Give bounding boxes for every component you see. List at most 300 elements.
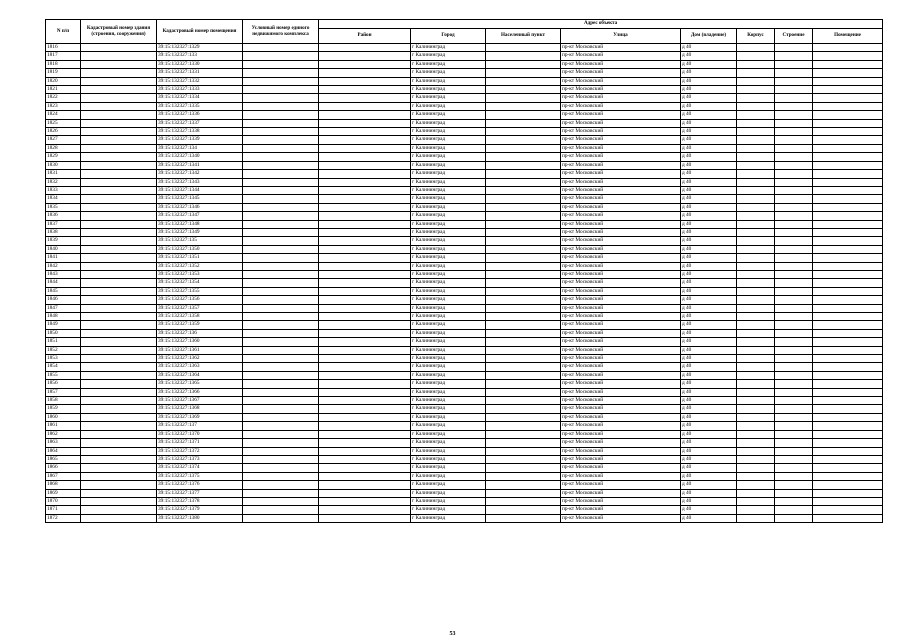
cell-city: г Калининград: [411, 355, 486, 363]
cell-building-cadastral: [81, 279, 157, 287]
cell-building-cadastral: [81, 363, 157, 371]
cell-street: пр-кт Московский: [561, 405, 681, 413]
cell-premise: [813, 119, 883, 127]
cell-num: 1818: [46, 60, 81, 68]
cell-settlement: [486, 371, 561, 379]
cell-building: [775, 262, 813, 270]
cell-complex-number: [243, 178, 319, 186]
cell-city: г Калининград: [411, 77, 486, 85]
cell-building-cadastral: [81, 329, 157, 337]
cell-korpus: [737, 119, 775, 127]
cell-house: д 40: [681, 136, 737, 144]
cell-building: [775, 69, 813, 77]
cell-city: г Калининград: [411, 186, 486, 194]
cell-building-cadastral: [81, 254, 157, 262]
table-row: [46, 254, 883, 262]
cell-building: [775, 321, 813, 329]
cell-building-cadastral: [81, 60, 157, 68]
cell-num: 1863: [46, 439, 81, 447]
cell-premise-cadastral: 39:15:132327:1376: [157, 481, 243, 489]
cell-house: д 40: [681, 514, 737, 522]
cell-num: 1824: [46, 111, 81, 119]
table-row: [46, 447, 883, 455]
cell-premise-cadastral: 39:15:132327:1368: [157, 405, 243, 413]
cell-premise: [813, 170, 883, 178]
cell-street: пр-кт Московский: [561, 497, 681, 505]
cell-premise: [813, 153, 883, 161]
cell-building: [775, 270, 813, 278]
table-row: [46, 44, 883, 52]
cell-building: [775, 481, 813, 489]
cell-premise: [813, 69, 883, 77]
cell-settlement: [486, 430, 561, 438]
cell-city: г Калининград: [411, 313, 486, 321]
cell-building: [775, 380, 813, 388]
cell-building-cadastral: [81, 481, 157, 489]
cell-settlement: [486, 237, 561, 245]
cell-korpus: [737, 447, 775, 455]
cell-settlement: [486, 144, 561, 152]
cell-building-cadastral: [81, 186, 157, 194]
cell-korpus: [737, 397, 775, 405]
cell-num: 1870: [46, 497, 81, 505]
cell-korpus: [737, 506, 775, 514]
cell-building-cadastral: [81, 489, 157, 497]
cell-house: д 40: [681, 245, 737, 253]
cell-complex-number: [243, 455, 319, 463]
cell-building-cadastral: [81, 136, 157, 144]
cell-building-cadastral: [81, 287, 157, 295]
cell-building-cadastral: [81, 405, 157, 413]
cell-district: [319, 136, 411, 144]
cell-complex-number: [243, 279, 319, 287]
cell-korpus: [737, 111, 775, 119]
cell-settlement: [486, 313, 561, 321]
cell-complex-number: [243, 472, 319, 480]
cell-complex-number: [243, 136, 319, 144]
cell-num: 1820: [46, 77, 81, 85]
cell-korpus: [737, 52, 775, 60]
cell-district: [319, 102, 411, 110]
cell-premise-cadastral: 39:15:132327:1343: [157, 178, 243, 186]
cell-street: пр-кт Московский: [561, 270, 681, 278]
cell-house: д 40: [681, 111, 737, 119]
table-row: [46, 102, 883, 110]
cell-street: пр-кт Московский: [561, 262, 681, 270]
cell-district: [319, 262, 411, 270]
cell-complex-number: [243, 514, 319, 522]
cell-city: г Калининград: [411, 220, 486, 228]
cell-settlement: [486, 270, 561, 278]
cell-premise-cadastral: 39:15:132327:1371: [157, 439, 243, 447]
cell-premise: [813, 338, 883, 346]
cell-city: г Калининград: [411, 212, 486, 220]
cell-building: [775, 447, 813, 455]
cell-city: г Калининград: [411, 363, 486, 371]
cell-building: [775, 338, 813, 346]
cell-korpus: [737, 380, 775, 388]
cell-premise-cadastral: 39:15:132327:1360: [157, 338, 243, 346]
table-row: [46, 60, 883, 68]
cell-num: 1848: [46, 313, 81, 321]
cell-complex-number: [243, 430, 319, 438]
cell-premise-cadastral: 39:15:132327:1362: [157, 355, 243, 363]
cell-street: пр-кт Московский: [561, 220, 681, 228]
cell-premise-cadastral: 39:15:132327:1335: [157, 102, 243, 110]
cell-premise-cadastral: 39:15:132327:135: [157, 237, 243, 245]
cell-num: 1855: [46, 371, 81, 379]
cell-num: 1826: [46, 128, 81, 136]
cell-building: [775, 44, 813, 52]
cell-settlement: [486, 279, 561, 287]
cell-building: [775, 439, 813, 447]
cell-building: [775, 228, 813, 236]
cell-complex-number: [243, 338, 319, 346]
cell-settlement: [486, 94, 561, 102]
cell-building: [775, 388, 813, 396]
table-row: [46, 455, 883, 463]
cell-house: д 40: [681, 439, 737, 447]
cell-premise-cadastral: 39:15:132327:1370: [157, 430, 243, 438]
cell-city: г Калининград: [411, 413, 486, 421]
cell-num: 1871: [46, 506, 81, 514]
cell-num: 1852: [46, 346, 81, 354]
cell-settlement: [486, 497, 561, 505]
cell-street: пр-кт Московский: [561, 254, 681, 262]
cell-district: [319, 220, 411, 228]
cell-settlement: [486, 111, 561, 119]
cell-city: г Калининград: [411, 60, 486, 68]
cell-num: 1834: [46, 195, 81, 203]
cell-house: д 40: [681, 77, 737, 85]
cell-premise-cadastral: 39:15:132327:1358: [157, 313, 243, 321]
cell-district: [319, 439, 411, 447]
cell-building-cadastral: [81, 270, 157, 278]
cell-premise-cadastral: 39:15:132327:1350: [157, 245, 243, 253]
cell-korpus: [737, 44, 775, 52]
cell-premise: [813, 296, 883, 304]
table-row: [46, 321, 883, 329]
cell-house: д 40: [681, 228, 737, 236]
cell-num: 1835: [46, 203, 81, 211]
cell-house: д 40: [681, 413, 737, 421]
cell-street: пр-кт Московский: [561, 321, 681, 329]
cell-num: 1865: [46, 455, 81, 463]
cell-street: пр-кт Московский: [561, 472, 681, 480]
cell-num: 1856: [46, 380, 81, 388]
page-number: 53: [449, 631, 456, 637]
cell-house: д 40: [681, 481, 737, 489]
cell-building-cadastral: [81, 212, 157, 220]
cell-korpus: [737, 186, 775, 194]
cell-house: д 40: [681, 422, 737, 430]
table-row: [46, 464, 883, 472]
cell-house: д 40: [681, 178, 737, 186]
cell-complex-number: [243, 464, 319, 472]
cell-premise-cadastral: 39:15:132327:1364: [157, 371, 243, 379]
cell-district: [319, 447, 411, 455]
cell-complex-number: [243, 77, 319, 85]
cell-premise: [813, 363, 883, 371]
cell-district: [319, 77, 411, 85]
cell-complex-number: [243, 270, 319, 278]
cell-street: пр-кт Московский: [561, 245, 681, 253]
cell-city: г Калининград: [411, 489, 486, 497]
cell-complex-number: [243, 212, 319, 220]
cell-korpus: [737, 422, 775, 430]
cell-num: 1839: [46, 237, 81, 245]
cell-premise-cadastral: 39:15:132327:1365: [157, 380, 243, 388]
cell-premise: [813, 413, 883, 421]
cell-building-cadastral: [81, 514, 157, 522]
cell-building-cadastral: [81, 128, 157, 136]
table-row: [46, 203, 883, 211]
cell-premise: [813, 262, 883, 270]
cell-street: пр-кт Московский: [561, 346, 681, 354]
cell-building: [775, 178, 813, 186]
cell-premise: [813, 313, 883, 321]
header-building-cadastral: Кадастровый номер здания (строения, сооружения): [81, 20, 157, 44]
table-row: [46, 178, 883, 186]
cell-city: г Калининград: [411, 270, 486, 278]
cell-complex-number: [243, 355, 319, 363]
cell-settlement: [486, 186, 561, 194]
cell-house: д 40: [681, 186, 737, 194]
cell-building: [775, 304, 813, 312]
cell-premise-cadastral: 39:15:132327:1346: [157, 203, 243, 211]
cell-korpus: [737, 413, 775, 421]
cell-premise-cadastral: 39:15:132327:1356: [157, 296, 243, 304]
cell-korpus: [737, 313, 775, 321]
cell-building-cadastral: [81, 52, 157, 60]
cell-street: пр-кт Московский: [561, 153, 681, 161]
table-row: [46, 262, 883, 270]
cell-premise-cadastral: 39:15:132327:1353: [157, 270, 243, 278]
cell-korpus: [737, 178, 775, 186]
cell-premise: [813, 346, 883, 354]
cell-street: пр-кт Московский: [561, 329, 681, 337]
cell-premise-cadastral: 39:15:132327:1369: [157, 413, 243, 421]
cell-city: г Калининград: [411, 178, 486, 186]
cell-settlement: [486, 228, 561, 236]
cell-korpus: [737, 102, 775, 110]
table-row: [46, 397, 883, 405]
cell-premise: [813, 279, 883, 287]
cell-house: д 40: [681, 262, 737, 270]
cell-house: д 40: [681, 86, 737, 94]
cell-district: [319, 481, 411, 489]
cell-premise: [813, 44, 883, 52]
cell-city: г Калининград: [411, 506, 486, 514]
cell-settlement: [486, 338, 561, 346]
cell-korpus: [737, 144, 775, 152]
cell-complex-number: [243, 228, 319, 236]
cell-complex-number: [243, 237, 319, 245]
cell-street: пр-кт Московский: [561, 119, 681, 127]
cell-street: пр-кт Московский: [561, 439, 681, 447]
cell-premise-cadastral: 39:15:132327:1372: [157, 447, 243, 455]
cell-city: г Калининград: [411, 69, 486, 77]
cell-premise-cadastral: 39:15:132327:1338: [157, 128, 243, 136]
cell-premise-cadastral: 39:15:132327:1347: [157, 212, 243, 220]
cell-house: д 40: [681, 237, 737, 245]
cell-korpus: [737, 262, 775, 270]
cell-num: 1853: [46, 355, 81, 363]
cell-complex-number: [243, 102, 319, 110]
cell-street: пр-кт Московский: [561, 102, 681, 110]
cell-city: г Калининград: [411, 254, 486, 262]
cell-district: [319, 430, 411, 438]
table-row: [46, 422, 883, 430]
cell-premise-cadastral: 39:15:132327:1380: [157, 514, 243, 522]
cell-complex-number: [243, 161, 319, 169]
cell-premise: [813, 212, 883, 220]
cell-street: пр-кт Московский: [561, 186, 681, 194]
cell-premise: [813, 111, 883, 119]
cell-num: 1836: [46, 212, 81, 220]
cell-building: [775, 203, 813, 211]
cell-district: [319, 237, 411, 245]
cell-building: [775, 313, 813, 321]
header-settlement: Населенный пункт: [486, 29, 561, 44]
table-row: [46, 212, 883, 220]
table-row: [46, 296, 883, 304]
cell-korpus: [737, 296, 775, 304]
cell-house: д 40: [681, 313, 737, 321]
cell-num: 1846: [46, 296, 81, 304]
cell-premise: [813, 136, 883, 144]
cell-complex-number: [243, 111, 319, 119]
header-city: Город: [411, 29, 486, 44]
cell-korpus: [737, 245, 775, 253]
table-row: [46, 94, 883, 102]
header-complex-number: Условный номер единого недвижимого комплекса: [243, 20, 319, 44]
cell-building: [775, 287, 813, 295]
cell-settlement: [486, 245, 561, 253]
cell-city: г Калининград: [411, 195, 486, 203]
cell-building-cadastral: [81, 220, 157, 228]
cell-building: [775, 430, 813, 438]
cell-num: 1867: [46, 472, 81, 480]
table-row: [46, 111, 883, 119]
cell-settlement: [486, 203, 561, 211]
cell-street: пр-кт Московский: [561, 338, 681, 346]
cell-premise: [813, 94, 883, 102]
cell-settlement: [486, 346, 561, 354]
cell-complex-number: [243, 69, 319, 77]
cell-korpus: [737, 60, 775, 68]
cell-korpus: [737, 279, 775, 287]
cell-num: 1859: [46, 405, 81, 413]
cell-premise: [813, 161, 883, 169]
cell-building-cadastral: [81, 413, 157, 421]
cell-district: [319, 346, 411, 354]
header-premise: Помещение: [813, 29, 883, 44]
cell-building: [775, 363, 813, 371]
cell-premise-cadastral: 39:15:132327:1349: [157, 228, 243, 236]
cell-street: пр-кт Московский: [561, 203, 681, 211]
cell-district: [319, 313, 411, 321]
cell-premise-cadastral: 39:15:132327:1345: [157, 195, 243, 203]
cell-complex-number: [243, 287, 319, 295]
cell-street: пр-кт Московский: [561, 380, 681, 388]
table-row: [46, 338, 883, 346]
cell-num: 1833: [46, 186, 81, 194]
cell-city: г Калининград: [411, 153, 486, 161]
cell-house: д 40: [681, 430, 737, 438]
cell-house: д 40: [681, 397, 737, 405]
cell-building: [775, 52, 813, 60]
cell-premise-cadastral: 39:15:132327:1341: [157, 161, 243, 169]
cell-city: г Калининград: [411, 119, 486, 127]
cell-premise-cadastral: 39:15:132327:1331: [157, 69, 243, 77]
cell-city: г Калининград: [411, 371, 486, 379]
cell-complex-number: [243, 388, 319, 396]
cell-settlement: [486, 447, 561, 455]
cell-num: 1862: [46, 430, 81, 438]
cell-premise-cadastral: 39:15:132327:137: [157, 422, 243, 430]
cell-house: д 40: [681, 388, 737, 396]
cell-complex-number: [243, 481, 319, 489]
cell-street: пр-кт Московский: [561, 481, 681, 489]
cell-city: г Калининград: [411, 144, 486, 152]
cell-house: д 40: [681, 153, 737, 161]
cell-street: пр-кт Московский: [561, 86, 681, 94]
table-row: [46, 514, 883, 522]
cell-premise-cadastral: 39:15:132327:1366: [157, 388, 243, 396]
cell-building-cadastral: [81, 430, 157, 438]
cell-street: пр-кт Московский: [561, 77, 681, 85]
cell-premise: [813, 245, 883, 253]
table-row: [46, 405, 883, 413]
cell-premise-cadastral: 39:15:132327:1330: [157, 60, 243, 68]
cell-korpus: [737, 455, 775, 463]
cell-korpus: [737, 212, 775, 220]
cell-street: пр-кт Московский: [561, 287, 681, 295]
cell-korpus: [737, 270, 775, 278]
table-row: [46, 52, 883, 60]
table-row: [46, 430, 883, 438]
cell-building: [775, 422, 813, 430]
cell-building-cadastral: [81, 203, 157, 211]
cell-settlement: [486, 489, 561, 497]
cell-building-cadastral: [81, 296, 157, 304]
table-row: [46, 346, 883, 354]
cell-settlement: [486, 153, 561, 161]
cell-premise-cadastral: 39:15:132327:1357: [157, 304, 243, 312]
cell-num: 1851: [46, 338, 81, 346]
cell-district: [319, 270, 411, 278]
cell-num: 1842: [46, 262, 81, 270]
cell-num: 1816: [46, 44, 81, 52]
cell-premise: [813, 102, 883, 110]
cell-district: [319, 514, 411, 522]
cell-city: г Калининград: [411, 102, 486, 110]
cell-building: [775, 136, 813, 144]
cell-street: пр-кт Московский: [561, 170, 681, 178]
cell-complex-number: [243, 313, 319, 321]
cell-complex-number: [243, 497, 319, 505]
cell-district: [319, 144, 411, 152]
table-row: [46, 270, 883, 278]
cell-house: д 40: [681, 203, 737, 211]
cell-building: [775, 296, 813, 304]
cell-premise: [813, 514, 883, 522]
cell-premise-cadastral: 39:15:132327:133: [157, 52, 243, 60]
cell-num: 1858: [46, 397, 81, 405]
cell-building: [775, 119, 813, 127]
cell-city: г Калининград: [411, 296, 486, 304]
